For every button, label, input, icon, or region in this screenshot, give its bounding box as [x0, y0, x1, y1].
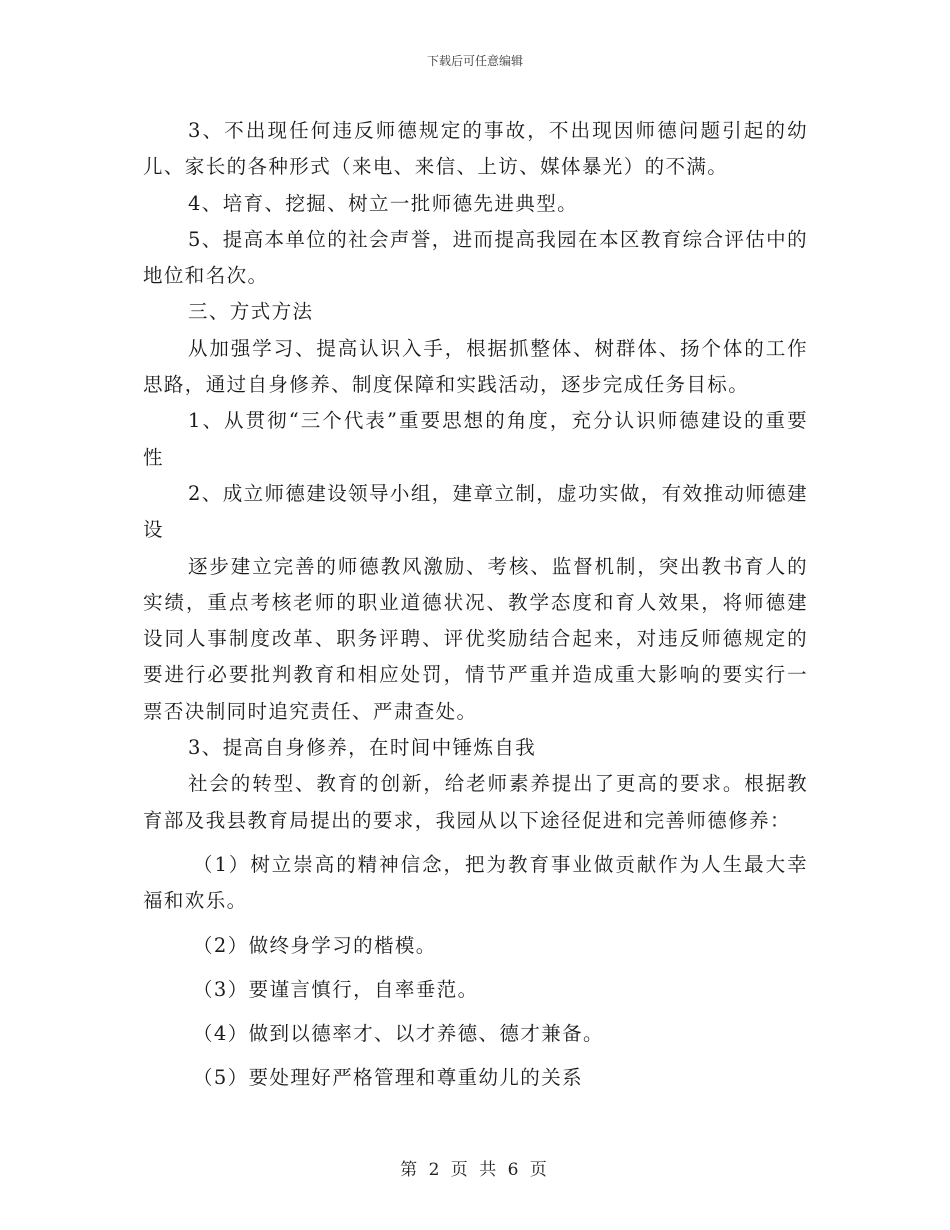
list-item-2: （2）做终身学习的楷模。	[193, 933, 437, 957]
document-body	[143, 113, 808, 1097]
paragraph-method-2: 2、成立师德建设领导小组，建章立制，虚功实做，有效推动师德建设	[143, 481, 808, 542]
paragraph-goal-5: 5、提高本单位的社会声誉，进而提高我园在本区教育综合评估中的地位和名次。	[143, 227, 808, 288]
page-number: 第 2 页 共 6 页	[400, 1160, 550, 1180]
page-header: 下载后可任意编辑	[426, 54, 523, 68]
list-item-1: （1）树立崇高的精神信念，把为教育事业做贡献作为人生最大幸福和欢乐。	[143, 852, 808, 913]
list-item-4: （4）做到以德率才、以才养德、德才兼备。	[193, 1022, 604, 1046]
paragraph-goal-4: 4、培育、挖掘、树立一批师德先进典型。	[188, 191, 579, 215]
paragraph-mechanism: 逐步建立完善的师德教风激励、考核、监督机制，突出教书育人的实绩，重点考核老师的职业道德状况、教学态度和育人效果，将师德建设同人事制度改革、职务评聘、评优奖励结合起来，对违反师德规定的要进行必要批判教育和相应处罚，情节严重并造成重大影响的要实行一票否决制同时追究责任、严肃查处。	[143, 554, 808, 723]
paragraph-requirements: 社会的转型、教育的创新，给老师素养提出了更高的要求。根据教育部及我县教育局提出的要求，我园从以下途径促进和完善师德修养：	[143, 772, 808, 832]
paragraph-method-1: 1、从贯彻“三个代表”重要思想的角度，充分认识师德建设的重要性	[143, 409, 808, 469]
paragraph-goal-3: 3、不出现任何违反师德规定的事故，不出现因师德问题引起的幼儿、家长的各种形式（来电、来信、上访、媒体暴光）的不满。	[143, 119, 808, 179]
list-item-5: （5）要处理好严格管理和尊重幼儿的关系	[193, 1066, 584, 1090]
paragraph-methods-intro: 从加强学习、提高认识入手，根据抓整体、树群体、扬个体的工作思路，通过自身修养、制度保障和实践活动，逐步完成任务目标。	[143, 336, 808, 397]
section-heading-methods: 三、方式方法	[188, 300, 314, 324]
paragraph-method-3: 3、提高自身修养，在时间中锤炼自我	[188, 736, 537, 760]
list-item-3: （3）要谨言慎行，自率垂范。	[193, 977, 479, 1001]
